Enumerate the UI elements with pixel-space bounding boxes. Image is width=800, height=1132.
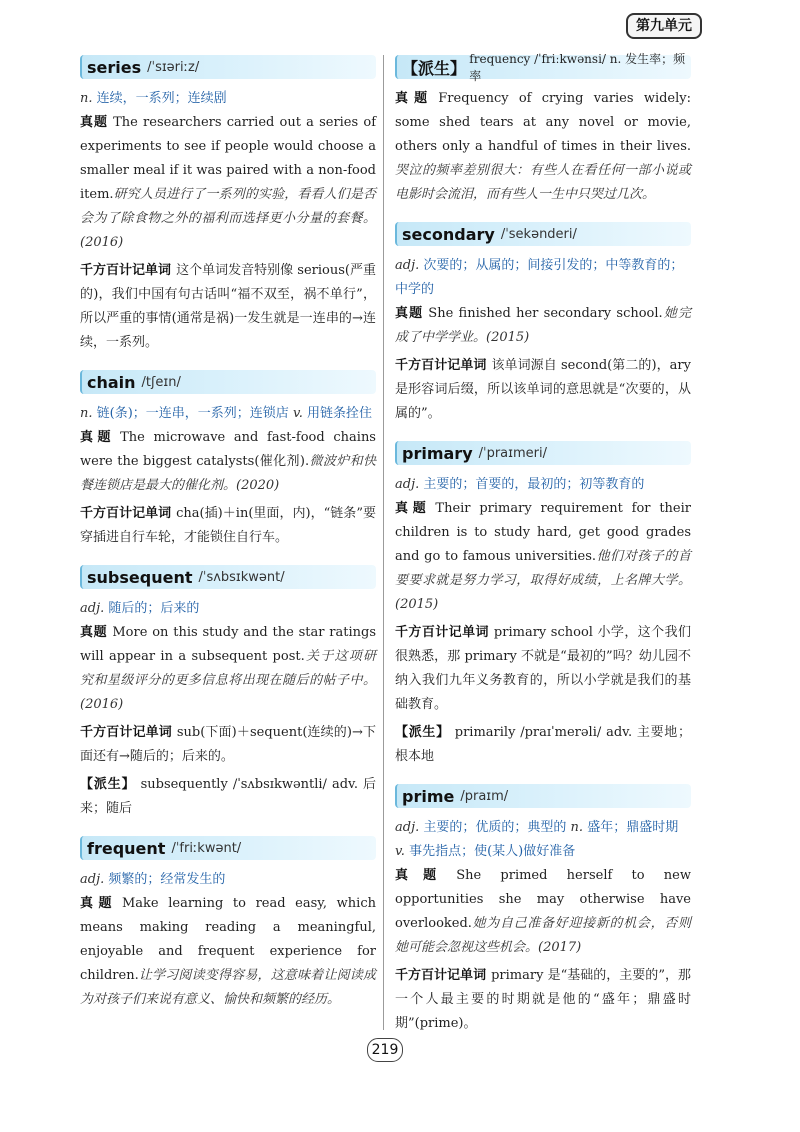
memo-label: 千方百计记单词 — [395, 358, 487, 373]
definition — [80, 87, 376, 111]
entry-primary — [395, 441, 691, 769]
definition — [395, 254, 691, 302]
example — [395, 497, 691, 617]
part-of-speech: v. — [292, 406, 303, 421]
example-zh: 研究人员进行了一系列的实验，看看人们是否会为了除食物之外的福利而选择更小分量的套餐。(2016) — [80, 187, 376, 250]
meaning: 主要的；优质的；典型的 — [423, 820, 567, 835]
part-of-speech: adj. — [80, 872, 105, 887]
example-zh: 关于这项研究和星级评分的更多信息将出现在随后的帖子中。(2016) — [80, 649, 376, 712]
definition — [80, 868, 376, 892]
derived-label: 【派生】 — [395, 725, 450, 740]
headword: subsequent — [87, 567, 193, 587]
meaning: 连续，一系列；连续剧 — [96, 91, 227, 106]
part-of-speech: n. — [570, 820, 584, 835]
memo-label: 千方百计记单词 — [395, 968, 487, 983]
memo — [80, 259, 376, 355]
derived-text: subsequently /ˈsʌbsɪkwəntli/ adv. 后来；随后 — [80, 777, 376, 816]
example-zh: 让学习阅读变得容易，这意味着让阅读成为对孩子们来说有意义、愉快和频繁的经历。 — [80, 968, 376, 1007]
part-of-speech: adj. — [395, 820, 420, 835]
entry-series — [80, 55, 376, 355]
example-en: The microwave and fast-food chains were the biggest catalysts(催化剂). — [80, 430, 376, 469]
zhenti-label: 真题 — [395, 91, 434, 106]
memo-label: 千方百计记单词 — [395, 625, 489, 640]
example-en: She primed herself to new opportunities she may otherwise have overlooked. — [395, 868, 691, 931]
memo-text: cha(插)＋in(里面，内)，“链条”要穿插进自行车轮，才能锁住自行车。 — [80, 506, 376, 545]
example-en: Make learning to read easy, which means making reading a meaningful, enjoyable and frequent experience for children. — [80, 896, 376, 983]
derived-label: 【派生】 — [80, 777, 136, 792]
derived-label: 【派生】 — [402, 58, 467, 78]
example — [395, 87, 691, 207]
entry-secondary — [395, 222, 691, 426]
meaning: 链(条)；一连串，一系列；连锁店 — [96, 406, 289, 421]
meaning: 次要的；从属的；间接引发的；中等教育的；中学的 — [395, 258, 684, 297]
headword: primary — [402, 443, 473, 463]
derived-bar — [395, 52, 691, 83]
headword-bar — [80, 55, 376, 79]
definition — [395, 473, 691, 497]
example — [395, 302, 691, 350]
zhenti-label: 真题 — [395, 501, 431, 516]
meaning: 事先指点；使(某人)做好准备 — [409, 844, 576, 859]
memo-text: primary school 小学，这个我们很熟悉，那 primary 不就是“最初的”吗？幼儿园不纳入我们九年义务教育的，所以小学就是我们的基础教育。 — [395, 625, 691, 712]
headword: prime — [402, 786, 455, 806]
phonetic: /ˈfriːkwənt/ — [171, 840, 242, 856]
memo-text: 该单词源自 second(第二的)，ary 是形容词后缀，所以该单词的意思就是“次要的，从属的”。 — [395, 358, 691, 421]
example-zh: 她完成了中学学业。(2015) — [395, 306, 691, 345]
part-of-speech: v. — [395, 844, 405, 859]
memo-label: 千方百计记单词 — [80, 263, 172, 278]
entry-frequency-continued — [395, 52, 691, 207]
memo — [395, 964, 691, 1036]
headword: frequent — [87, 838, 166, 858]
zhenti-label: 真题 — [80, 625, 108, 640]
meaning: 盛年；鼎盛时期 — [587, 820, 679, 835]
example-en: Frequency of crying varies widely: some shed tears at any novel or movie, others only a handful of times in their lives. — [395, 91, 691, 154]
example-en: Their primary requirement for their children is to study hard, get good grades and go to famous universities. — [395, 501, 691, 564]
right-column — [395, 52, 691, 1051]
memo-label: 千方百计记单词 — [80, 725, 172, 740]
headword: series — [87, 57, 142, 77]
headword-bar — [395, 441, 691, 465]
phonetic: /ˈpraɪmeri/ — [478, 445, 547, 461]
example-en: More on this study and the star ratings will appear in a subsequent post. — [80, 625, 376, 664]
phonetic: /tʃeɪn/ — [141, 374, 181, 390]
entry-frequent — [80, 836, 376, 1012]
headword-bar — [80, 370, 376, 394]
zhenti-label: 真题 — [395, 306, 424, 321]
meaning: 主要的；首要的，最初的；初等教育的 — [423, 477, 645, 492]
headword: secondary — [402, 224, 495, 244]
example-zh: 他们对孩子的首要要求就是努力学习，取得好成绩，上名牌大学。(2015) — [395, 549, 691, 612]
part-of-speech: n. — [80, 91, 93, 106]
headword-bar — [80, 836, 376, 860]
headword: chain — [87, 372, 136, 392]
derived — [395, 721, 691, 769]
zhenti-label: 真题 — [80, 896, 117, 911]
entry-subsequent — [80, 565, 376, 821]
column-divider — [383, 55, 384, 1030]
example-en: She finished her secondary school. — [428, 306, 663, 321]
example — [80, 621, 376, 717]
part-of-speech: adj. — [395, 258, 420, 273]
zhenti-label: 真题 — [395, 868, 452, 883]
meaning: 频繁的；经常发生的 — [108, 872, 226, 887]
memo — [80, 721, 376, 769]
headword-bar — [80, 565, 376, 589]
page-number: 219 — [367, 1038, 403, 1062]
meaning: 用链条拴住 — [307, 406, 373, 421]
memo — [80, 502, 376, 550]
zhenti-label: 真题 — [80, 430, 116, 445]
definition — [80, 597, 376, 621]
meaning: 随后的；后来的 — [108, 601, 200, 616]
example — [80, 111, 376, 255]
derived-headword: frequency /ˈfriːkwənsi/ n. 发生率；频率 — [469, 52, 686, 83]
example-en: The researchers carried out a series of experiments to see if people would choose a smaller meal if it was paired with a non-food item. — [80, 115, 376, 202]
derived-text: primarily /praɪˈmerəli/ adv. 主要地；根本地 — [395, 725, 691, 764]
headword-bar — [395, 784, 691, 808]
part-of-speech: n. — [80, 406, 93, 421]
example-zh: 她为自己准备好迎接新的机会，否则她可能会忽视这些机会。(2017) — [395, 916, 691, 955]
phonetic: /ˈsɪəriːz/ — [147, 59, 200, 75]
example — [80, 892, 376, 1012]
memo — [395, 354, 691, 426]
example — [395, 864, 691, 960]
left-column — [80, 55, 376, 1027]
example — [80, 426, 376, 498]
phonetic: /praɪm/ — [460, 788, 509, 804]
derived — [80, 773, 376, 821]
unit-badge: 第九单元 — [626, 13, 702, 39]
entry-chain — [80, 370, 376, 550]
memo-text: primary 是“基础的，主要的”，那一个人最主要的时期就是他的“盛年；鼎盛时期”(prime)。 — [395, 968, 691, 1031]
part-of-speech: adj. — [395, 477, 420, 492]
memo-label: 千方百计记单词 — [80, 506, 172, 521]
part-of-speech: adj. — [80, 601, 105, 616]
definition — [80, 402, 376, 426]
example-zh: 微波炉和快餐连锁店是最大的催化剂。(2020) — [80, 454, 376, 493]
example-zh: 哭泣的频率差别很大：有些人在看任何一部小说或电影时会流泪，而有些人一生中只哭过几次。 — [395, 163, 691, 202]
phonetic: /ˈsʌbsɪkwənt/ — [198, 569, 285, 585]
entry-prime — [395, 784, 691, 1036]
headword-bar — [395, 222, 691, 246]
phonetic: /ˈsekənderi/ — [500, 226, 577, 242]
definition — [395, 816, 691, 864]
memo-text: 这个单词发音特别像 serious(严重的)，我们中国有句古话叫“福不双至，祸不单行”，所以严重的事情(通常是祸)一发生就是一连串的→连续，一系列。 — [80, 263, 376, 350]
zhenti-label: 真题 — [80, 115, 109, 130]
memo-text: sub(下面)＋sequent(连续的)→下面还有→随后的；后来的。 — [80, 725, 376, 764]
memo — [395, 621, 691, 717]
